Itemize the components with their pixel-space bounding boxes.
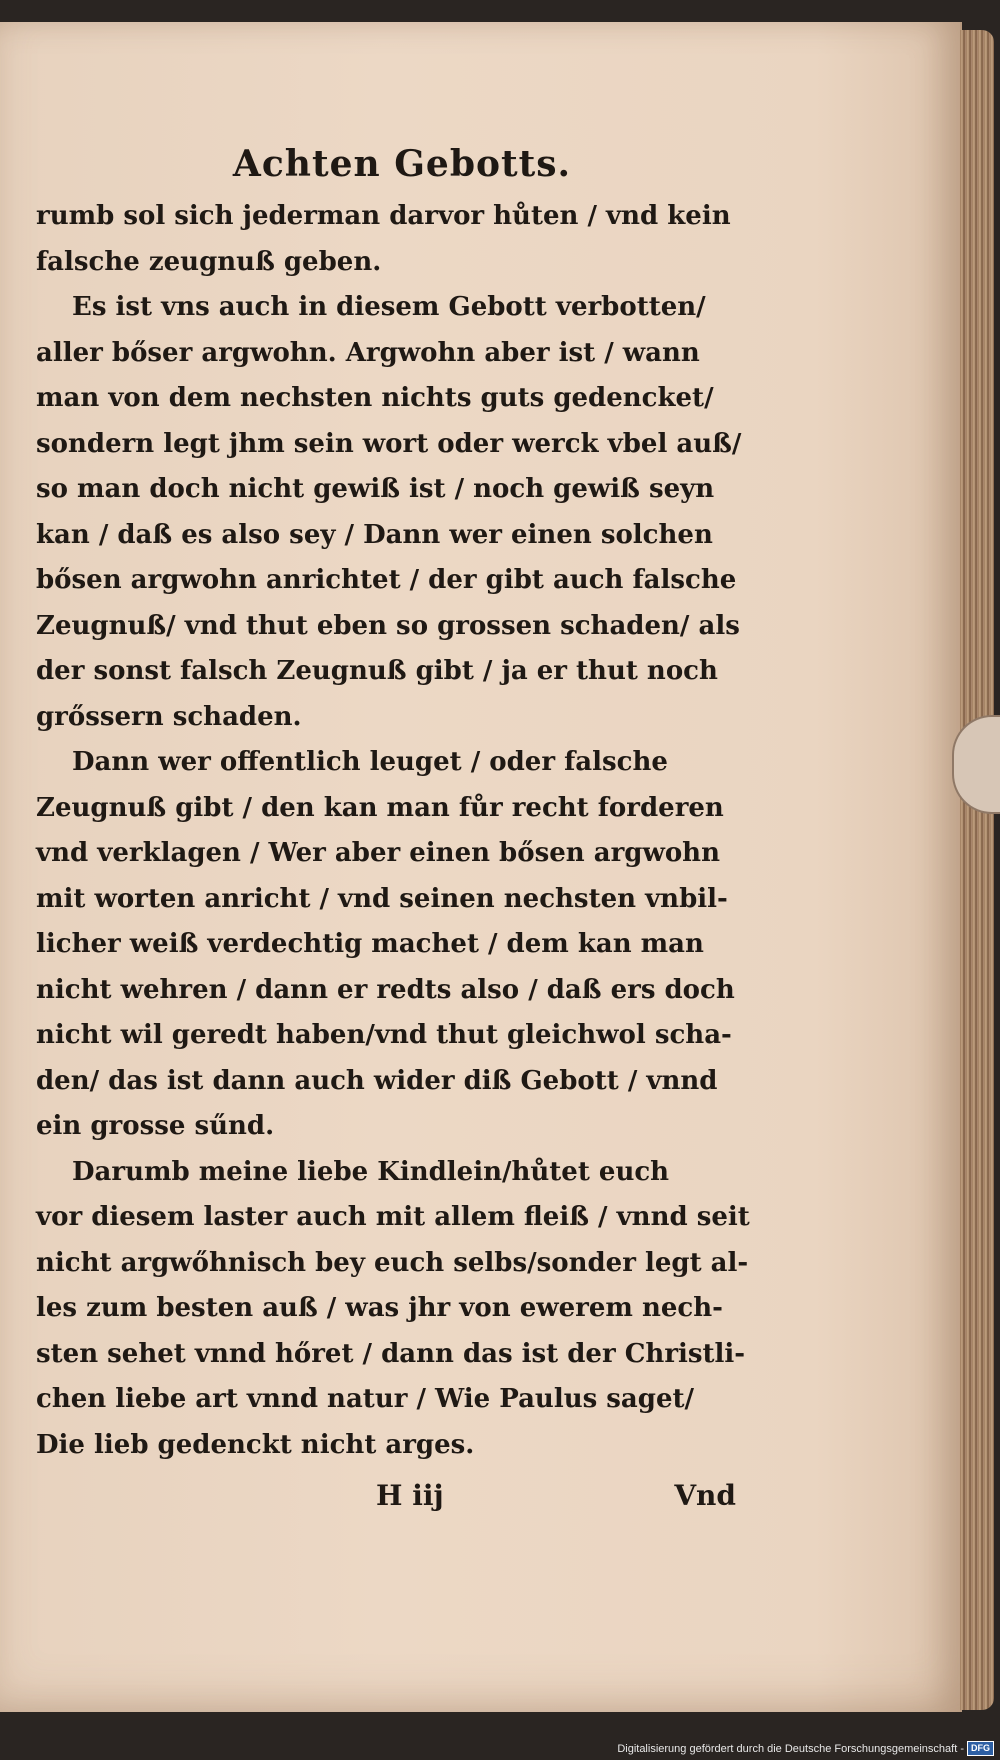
text-line: der sonst falsch Zeugnuß gibt / ja er thut noch [36,656,718,686]
signature-mark: H iij [376,1479,444,1512]
text-line: Zeugnuß/ vnd thut eben so grossen schaden/ als [36,610,740,641]
credit-text: Digitalisierung gefördert durch die Deutsche Forschungsgemeinschaft - [617,1742,964,1755]
text-line: grőssern schaden. [36,701,302,732]
text-line: sondern legt jhm sein wort oder werck vbel auß/ [36,428,742,459]
text-line: Dann wer offentlich leuget / oder falsche [72,747,668,777]
text-line: mit worten anricht / vnd seinen nechsten vnbil- [36,883,728,914]
page-text [36,134,748,1524]
text-line: nicht wehren / dann er redts also / daß ers doch [36,974,735,1005]
page-footer [36,1468,748,1524]
text-line: vnd verklagen / Wer aber einen bősen argwohn [36,838,720,868]
text-line: so man doch nicht gewiß ist / noch gewiß seyn [36,474,715,504]
text-line: vor diesem laster auch mit allem fleiß / vnnd seit [36,1202,750,1232]
page-edges [960,30,994,1710]
text-body [36,194,748,1468]
text-line: nicht wil geredt haben/vnd thut gleichwol scha- [36,1020,732,1050]
text-line: ein grosse sűnd. [36,1111,275,1141]
catchword: Vnd [674,1479,736,1512]
book-page [0,22,962,1712]
text-line: licher weiß verdechtig machet / dem kan man [36,929,704,959]
text-line: Zeugnuß gibt / den kan man fůr recht forderen [36,792,724,823]
text-line: Es ist vns auch in diesem Gebott verbotten/ [72,292,706,322]
running-header: Achten Gebotts. [232,143,572,185]
text-line: Darumb meine liebe Kindlein/hůtet euch [72,1156,670,1187]
dfg-logo: DFG [967,1741,994,1756]
text-line: chen liebe art vnnd natur / Wie Paulus saget/ [36,1384,695,1414]
text-line: man von dem nechsten nichts guts gedencket/ [36,383,714,413]
text-line: sten sehet vnnd hőret / dann das ist der Christli- [36,1338,746,1369]
digitization-credit [617,1741,994,1756]
text-line: falsche zeugnuß geben. [36,246,382,277]
text-line: rumb sol sich jederman darvor hůten / vnd kein [36,201,731,231]
text-line: les zum besten auß / was jhr von ewerem nech- [36,1293,723,1323]
text-line: nicht argwőhnisch bey euch selbs/sonder legt al- [36,1247,749,1278]
text-line: Die lieb gedenckt nicht arges. [36,1429,475,1460]
text-line: den/ das ist dann auch wider diß Gebott / vnnd [36,1065,718,1096]
text-line: bősen argwohn anrichtet / der gibt auch falsche [36,565,737,595]
text-line: aller bőser argwohn. Argwohn aber ist / wann [36,337,700,368]
text-line: kan / daß es also sey / Dann wer einen solchen [36,519,713,550]
